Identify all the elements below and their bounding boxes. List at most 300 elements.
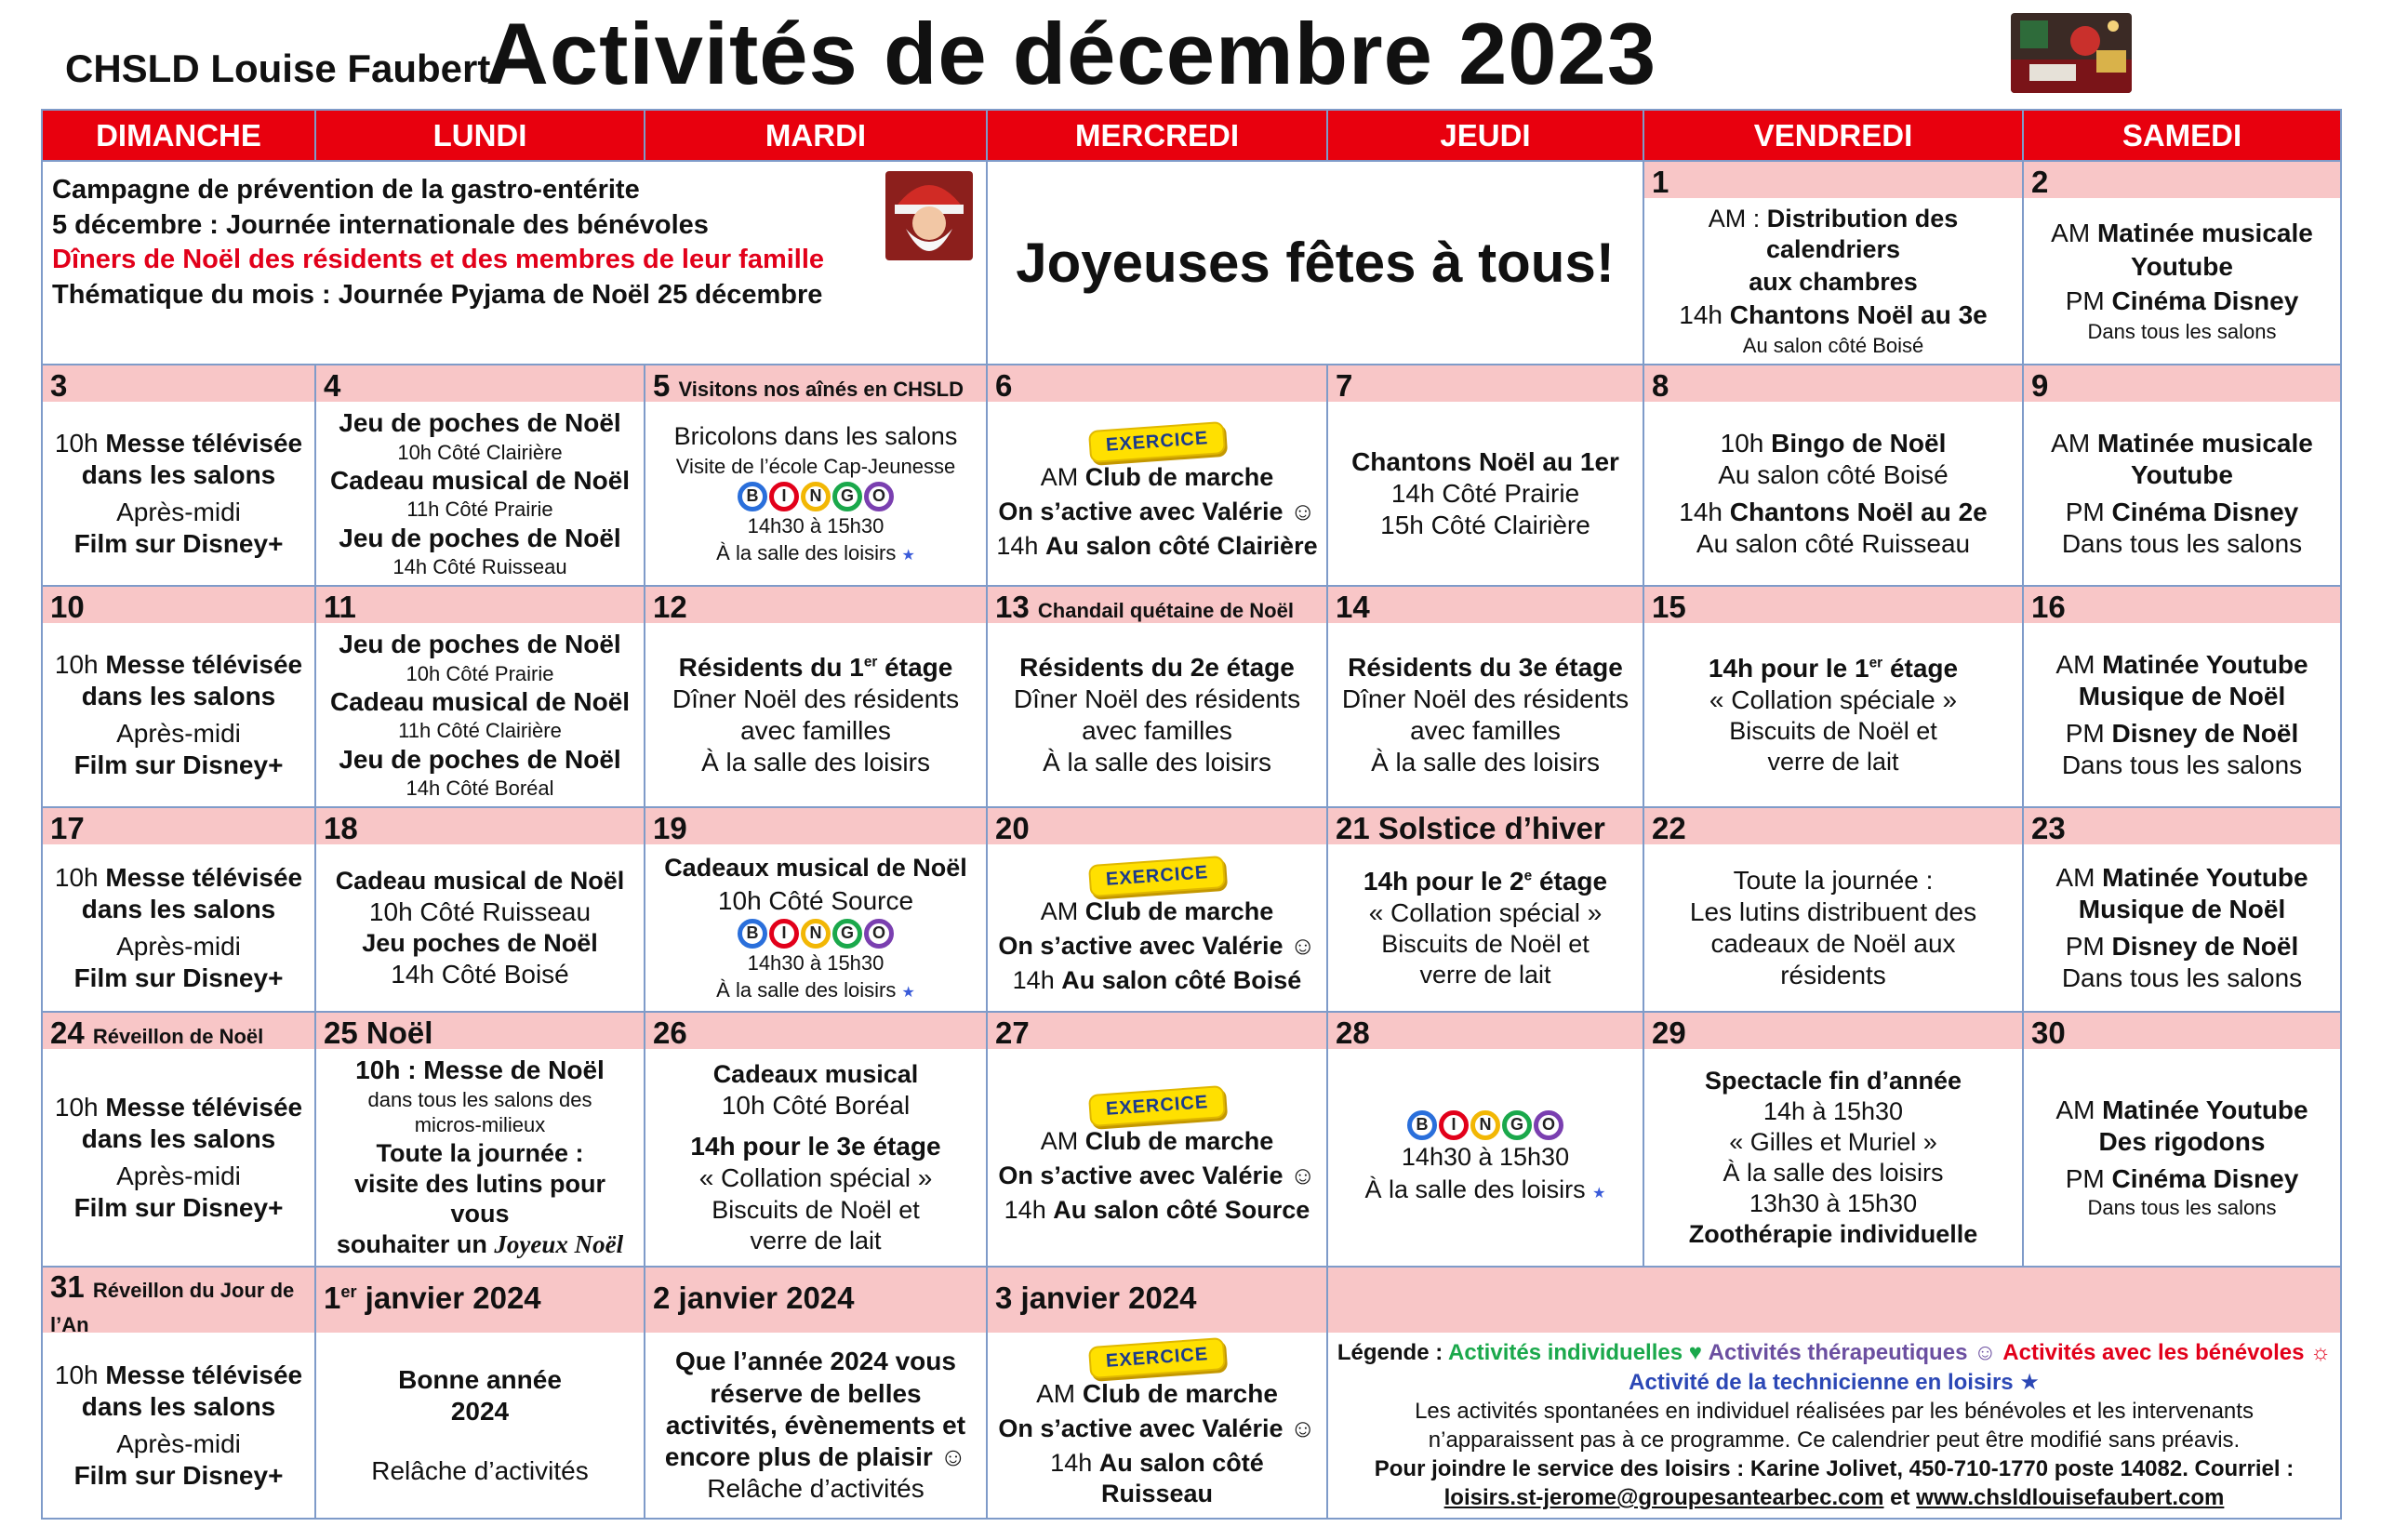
activity-detail: avec familles — [1410, 715, 1561, 745]
activity-title: Bonne année — [398, 1364, 562, 1394]
activity-detail: « Collation spécial » — [1368, 897, 1603, 927]
activity-time: 14h à 15h30 — [1762, 1096, 1904, 1125]
activity-location: À la salle des loisirs — [716, 541, 897, 565]
activity-location: dans les salons — [81, 1391, 276, 1421]
activity-time: Après-midi — [116, 1161, 241, 1190]
activity-title: Film sur Disney+ — [73, 750, 284, 780]
activity-title: Messe télévisée — [105, 428, 303, 458]
activity-title: 14h pour le 1 — [1708, 653, 1869, 683]
activity-title: Jeu poches de Noël — [362, 928, 598, 957]
intro-line-3: Dîners de Noël des résidents et des membres de leur famille — [52, 245, 825, 275]
day1-activity-1: Distribution des calendriers — [1765, 205, 1959, 263]
day-number: 6 — [988, 365, 1326, 402]
week-row-5 — [42, 1012, 2341, 1267]
activity-time: 14h — [406, 776, 441, 800]
bingo-ball-b: B — [1407, 1110, 1437, 1140]
greeting-text: Joyeuses fêtes à tous! — [1016, 232, 1615, 295]
day-number: 21 Solstice d’hiver — [1328, 808, 1643, 844]
am-label: AM — [2051, 219, 2091, 248]
day-cell-2 — [2023, 161, 2341, 365]
activity-title: Club de marche — [1084, 463, 1274, 492]
greeting-cell — [987, 161, 1643, 365]
activity-title-sup: e — [1523, 868, 1533, 884]
activity-detail: verre de lait — [1767, 748, 1899, 777]
activity-title: Spectacle fin d’année — [1704, 1067, 1962, 1095]
week-row-4 — [42, 807, 2341, 1012]
day-cell-20 — [987, 807, 1327, 1012]
day-number: 9 — [2024, 365, 2340, 402]
day-cell-31 — [42, 1267, 315, 1519]
activity-time: 10h — [397, 440, 432, 464]
activity-location: Côté Boréal — [772, 1091, 911, 1121]
day-number: 1 — [324, 1281, 341, 1316]
day-cell-6 — [987, 365, 1327, 586]
activity-time: 10h — [54, 428, 99, 458]
activity-location: Côté Clairière — [1430, 511, 1590, 540]
activity-detail: Dîner Noël des résidents — [1013, 684, 1301, 713]
activity-detail: Biscuits de Noël et — [1381, 930, 1590, 959]
day-number: 13 — [995, 590, 1030, 624]
am-label: AM — [1040, 1126, 1079, 1155]
weekday-monday: LUNDI — [315, 110, 645, 161]
day-number: 10 — [43, 587, 314, 623]
activity-time: 10h — [721, 1091, 765, 1121]
activity-title: 14h pour le 3e étage — [690, 1132, 941, 1162]
star-icon: ★ — [901, 985, 915, 1002]
activity-time: 11h — [406, 498, 440, 522]
activity-title-sup: er — [863, 654, 878, 670]
week-row-2 — [42, 365, 2341, 586]
activity-time: 13h30 à 15h30 — [1749, 1188, 1918, 1217]
activity-location: dans tous les salons des — [367, 1087, 592, 1111]
week-row-1 — [42, 161, 2341, 365]
activity-location: Dans tous les salons — [2087, 1196, 2277, 1220]
activity-title: Film sur Disney+ — [73, 1461, 284, 1491]
activity-detail: Les lutins distribuent des — [1689, 896, 1977, 926]
activity-location-prefix: Au — [1061, 965, 1096, 994]
day-cell-8 — [1643, 365, 2023, 586]
day-cell-12 — [645, 586, 987, 807]
activity-title: Cinéma Disney — [2111, 1164, 2299, 1194]
day-cell-5 — [645, 365, 987, 586]
am-label: AM — [1040, 897, 1079, 925]
day-label: Réveillon de Noël — [92, 1025, 264, 1049]
day-number: 24 — [50, 1016, 85, 1050]
activity-title: Résidents du 3e étage — [1348, 652, 1623, 682]
activity-title: Messe télévisée — [105, 1360, 303, 1389]
activity-detail: Dîner Noël des résidents — [672, 684, 960, 713]
activity-time: 10h — [717, 885, 762, 915]
weekday-tuesday: MARDI — [645, 110, 987, 161]
activity-location: Côté Ruisseau — [432, 554, 567, 578]
legend-note: Les activités spontanées en individuel réalisées par les bénévoles et les intervenants — [1415, 1398, 2254, 1424]
page-header — [0, 0, 2381, 109]
activity-location: micros-milieux — [414, 1113, 546, 1137]
legend-therapeutic: Activités thérapeutiques ☺ — [1708, 1340, 1997, 1366]
activity-title: Cadeau musical de Noël — [329, 687, 631, 717]
activity-time: 11h — [398, 719, 432, 743]
activity-location: À la salle des loisirs — [1364, 1175, 1586, 1203]
activity-title: Cinéma Disney — [2111, 497, 2299, 526]
day-cell-18 — [315, 807, 645, 1012]
activity-time: 10h — [1720, 428, 1764, 458]
activity-location: salon côté Boisé — [1101, 965, 1302, 994]
activity-location: Au salon côté Boisé — [1718, 459, 1949, 489]
day-number: 7 — [1328, 365, 1643, 402]
activity-title: Messe télévisée — [105, 1092, 303, 1122]
am-label: AM — [2055, 649, 2095, 679]
activity-subtitle: Youtube — [2131, 459, 2233, 489]
activity-subtitle: Musique de Noël — [2078, 681, 2286, 710]
activity-title: Visite de l’école Cap-Jeunesse — [675, 455, 956, 479]
activity-time: 15h — [1380, 511, 1424, 540]
activity-time: 14h — [1390, 478, 1435, 508]
activity-title: Chantons Noël au 2e — [1729, 497, 1988, 526]
bingo-ball-g: G — [832, 482, 862, 511]
email-link[interactable]: loisirs.st-jerome@groupesantearbec.com — [1443, 1485, 1884, 1511]
day-cell-19 — [645, 807, 987, 1012]
week-row-6 — [42, 1267, 2341, 1519]
day-number: 25 Noël — [316, 1013, 644, 1049]
weekday-thursday: JEUDI — [1327, 110, 1643, 161]
day-number: 4 — [316, 365, 644, 402]
activity-detail: Relâche d’activités — [371, 1455, 589, 1485]
bingo-ball-i: I — [769, 919, 799, 949]
activity-title: Cinéma Disney — [2111, 285, 2299, 315]
activity-location-prefix: Au — [1053, 1195, 1087, 1224]
intro-line-4: Thématique du mois : Journée Pyjama de Noël 25 décembre — [52, 280, 823, 311]
activity-title: Film sur Disney+ — [73, 529, 284, 559]
day1-am-label: AM : — [1708, 205, 1767, 232]
activity-title: Jeu de poches de Noël — [339, 408, 621, 438]
day-number: 15 — [1644, 587, 2022, 623]
activity-time: Après-midi — [116, 718, 241, 748]
bingo-ball-b: B — [738, 919, 767, 949]
day-number: 17 — [43, 808, 314, 844]
activity-location: Dans tous les salons — [2061, 750, 2303, 780]
pm-label: PM — [2065, 718, 2105, 748]
activity-subtitle: Des rigodons — [2098, 1127, 2266, 1157]
activity-time: 14h30 à 15h30 — [747, 513, 885, 538]
bingo-ball-n: N — [801, 482, 831, 511]
activity-location: Côté Source — [768, 885, 914, 915]
day-number: 27 — [988, 1013, 1326, 1049]
activity-title: Matinée Youtube — [2102, 862, 2308, 892]
bingo-logo — [738, 482, 894, 511]
day-number: 5 — [653, 368, 671, 403]
day-cell-24 — [42, 1012, 315, 1267]
day-cell-28 — [1327, 1012, 1643, 1267]
activity-title: 14h pour le 2 — [1363, 866, 1524, 896]
activity-title: Matinée Youtube — [2102, 649, 2308, 679]
activity-detail: Relâche d’activités — [707, 1474, 924, 1504]
am-label: AM — [2055, 1095, 2095, 1124]
activity-title: 10h : Messe de Noël — [355, 1055, 605, 1085]
day-cell-11 — [315, 586, 645, 807]
activity-title-sup: er — [1869, 655, 1883, 671]
activity-location: Côté Boisé — [441, 959, 569, 989]
bingo-ball-n: N — [801, 919, 831, 949]
activity-location: Dans tous les salons — [2061, 529, 2303, 559]
activity-title: Disney de Noël — [2111, 718, 2299, 748]
activity-detail: « Collation spécial » — [698, 1163, 933, 1193]
intro-cell — [42, 161, 987, 365]
day-cell-22 — [1643, 807, 2023, 1012]
activity-time: 14h — [1050, 1448, 1093, 1477]
day-cell-27 — [987, 1012, 1327, 1267]
activity-time: Après-midi — [116, 497, 241, 526]
day-cell-jan2 — [645, 1267, 987, 1519]
message-line: encore plus de plaisir ☺ — [664, 1441, 967, 1471]
day-cell-25 — [315, 1012, 645, 1267]
christmas-photo — [2011, 13, 2132, 93]
day-number: 20 — [988, 808, 1326, 844]
legend-technician: Activité de la technicienne en loisirs ★ — [1629, 1369, 2040, 1395]
activity-time: 10h — [54, 862, 99, 892]
pm-label: PM — [2065, 497, 2105, 526]
activity-detail: « Gilles et Muriel » — [1729, 1127, 1937, 1156]
intro-line-2: 5 décembre : Journée internationale des bénévoles — [52, 209, 709, 240]
pm-label: PM — [2065, 931, 2105, 961]
activity-location: salon côté Clairière — [1085, 531, 1318, 560]
am-label: AM — [2055, 862, 2095, 892]
activity-location: Côté Boréal — [446, 776, 554, 800]
activity-location: Côté Prairie — [446, 661, 554, 685]
am-label: AM — [2051, 428, 2091, 458]
contact-info: Pour joindre le service des loisirs : Karine Jolivet, 450-710-1770 poste 14082. Courriel : — [1374, 1456, 2295, 1482]
activity-location: dans les salons — [81, 1123, 276, 1153]
day-cell-21 — [1327, 807, 1643, 1012]
activity-detail: Toute la journée : — [1733, 865, 1934, 895]
bingo-ball-n: N — [1470, 1110, 1500, 1140]
day-cell-17 — [42, 807, 315, 1012]
activity-detail: visite des lutins pour vous — [353, 1169, 606, 1228]
calendar-grid — [41, 109, 2342, 1520]
exercise-badge: EXERCICE — [1088, 1085, 1226, 1127]
weekday-friday: VENDREDI — [1643, 110, 2023, 161]
activity-time: 14h30 à 15h30 — [1401, 1142, 1570, 1171]
activity-title: Résidents du 2e étage — [1019, 652, 1295, 682]
day-number: 18 — [316, 808, 644, 844]
activity-location: Côté Ruisseau — [419, 896, 592, 926]
activity-location: Dans tous les salons — [2061, 963, 2303, 993]
bingo-ball-g: G — [1502, 1110, 1532, 1140]
day-number: 16 — [2024, 587, 2340, 623]
activity-title-end: étage — [1882, 653, 1959, 683]
weekday-sunday: DIMANCHE — [42, 110, 315, 161]
activity-title: Cadeau musical de Noël — [335, 866, 625, 895]
day-number: 8 — [1644, 365, 2022, 402]
activity-location: À la salle des loisirs — [1371, 748, 1600, 777]
legend-volunteers: Activités avec les bénévoles ☼ — [2002, 1340, 2332, 1366]
activity-title: On s’active avec Valérie ☺ — [998, 497, 1316, 525]
activity-time: 14h — [996, 531, 1039, 560]
day-number: 19 — [645, 808, 986, 844]
activity-location: Au salon côté Ruisseau — [1696, 529, 1971, 559]
activity-time: 10h — [406, 661, 441, 685]
activity-location: Côté Prairie — [1442, 478, 1580, 508]
activity-detail: résidents — [1780, 961, 1886, 990]
day-number: 14 — [1328, 587, 1643, 623]
website-link[interactable]: www.chsldlouisefaubert.com — [1916, 1485, 2225, 1511]
day-cell-13 — [987, 586, 1327, 807]
activity-detail: Biscuits de Noël et — [1729, 717, 1937, 746]
day-cell-3 — [42, 365, 315, 586]
activity-time: Après-midi — [116, 1428, 241, 1458]
day-number: 23 — [2024, 808, 2340, 844]
day-cell-15 — [1643, 586, 2023, 807]
day-label: Chandail quétaine de Noël — [1037, 599, 1294, 623]
activity-location: À la salle des loisirs — [716, 978, 897, 1002]
activity-time: 14h — [392, 554, 428, 578]
activity-title: Club de marche — [1082, 1378, 1278, 1408]
activity-detail: Dîner Noël des résidents — [1341, 684, 1629, 713]
bingo-ball-o: O — [864, 482, 894, 511]
organization-name: CHSLD Louise Faubert — [65, 46, 491, 90]
activity-title: Film sur Disney+ — [73, 963, 284, 993]
star-icon: ★ — [1592, 1185, 1606, 1201]
activity-title: Jeu de poches de Noël — [339, 523, 621, 552]
activity-title: Matinée Youtube — [2102, 1095, 2308, 1124]
activity-title: Messe télévisée — [105, 862, 303, 892]
activity-title: Toute la journée : — [376, 1138, 584, 1167]
activity-detail: verre de lait — [750, 1226, 882, 1255]
am-label: AM — [1036, 1378, 1076, 1408]
pm-label: PM — [2065, 285, 2105, 315]
activity-detail: « Collation spéciale » — [1709, 684, 1958, 714]
day-cell-29 — [1643, 1012, 2023, 1267]
day-label: Réveillon du Jour de l’An — [50, 1279, 295, 1334]
day1-activity-2: Chantons Noël au 3e — [1729, 299, 1988, 329]
activity-location: dans les salons — [81, 681, 276, 710]
day-number: 2 — [2024, 162, 2340, 198]
message-line: réserve de belles — [710, 1378, 922, 1408]
bingo-ball-o: O — [1534, 1110, 1563, 1140]
activity-time: 14h — [391, 959, 434, 989]
activity-time: 14h — [1012, 965, 1055, 994]
weekday-wednesday: MERCREDI — [987, 110, 1327, 161]
activity-location: Dans tous les salons — [2087, 319, 2277, 343]
activity-title: Cadeau musical de Noël — [329, 466, 631, 496]
bingo-logo — [1407, 1110, 1563, 1140]
bingo-ball-g: G — [832, 919, 862, 949]
activity-title-end: étage — [877, 652, 953, 682]
activity-location: À la salle des loisirs — [1043, 748, 1271, 777]
activity-title: Messe télévisée — [105, 649, 303, 679]
day-number: 30 — [2024, 1013, 2340, 1049]
day-number: 11 — [316, 587, 644, 623]
day-cell-10 — [42, 586, 315, 807]
exercise-badge: EXERCICE — [1088, 856, 1226, 897]
activity-time: 14h — [1679, 497, 1723, 526]
activity-title-end: étage — [1532, 866, 1608, 896]
exercise-badge: EXERCICE — [1088, 1337, 1226, 1379]
activity-location: dans les salons — [81, 459, 276, 489]
day-number: 3 — [43, 365, 314, 402]
legend-and: et — [1883, 1485, 1917, 1511]
day-cell-jan1 — [315, 1267, 645, 1519]
activity-title: Matinée musicale — [2096, 219, 2313, 248]
day-number: 22 — [1644, 808, 2022, 844]
day-number: 28 — [1328, 1013, 1643, 1049]
day-number: 1 — [1644, 162, 2022, 198]
activity-location-prefix: Au — [1098, 1448, 1133, 1477]
activity-time: 10h — [54, 1360, 99, 1389]
day-cell-4 — [315, 365, 645, 586]
activity-time: 10h — [54, 1092, 99, 1122]
activity-time: Après-midi — [116, 931, 241, 961]
day-number-sup: er — [340, 1282, 357, 1302]
week-row-3 — [42, 586, 2341, 807]
day-cell-7 — [1327, 365, 1643, 586]
bingo-ball-b: B — [738, 482, 767, 511]
activity-location: À la salle des loisirs — [1723, 1158, 1944, 1187]
weekday-header-row — [42, 110, 2341, 161]
activity-title: Cadeaux musical de Noël — [664, 853, 967, 882]
message-line: Que l’année 2024 vous — [675, 1347, 956, 1376]
day-number: 29 — [1644, 1013, 2022, 1049]
day-cell-30 — [2023, 1012, 2341, 1267]
day-cell-1 — [1643, 161, 2023, 365]
activity-title: Bricolons dans les salons — [673, 422, 958, 451]
activity-location-prefix: Au — [1044, 531, 1079, 560]
activity-location: À la salle des loisirs — [701, 748, 930, 777]
star-icon: ★ — [901, 548, 915, 564]
legend-individual: Activités individuelles ♥ — [1448, 1340, 1702, 1366]
activity-title: On s’active avec Valérie ☺ — [998, 931, 1316, 960]
activity-detail: avec familles — [740, 715, 891, 745]
day-number: 31 — [50, 1269, 85, 1305]
page-title: Activités de décembre 2023 — [486, 5, 1657, 102]
activity-title: Zoothérapie individuelle — [1688, 1219, 1978, 1248]
activity-title: Club de marche — [1084, 1126, 1274, 1155]
activity-time: 10h — [368, 896, 413, 926]
day-cell-jan3 — [987, 1267, 1327, 1519]
activity-subtitle: Youtube — [2131, 252, 2233, 282]
day-number: 3 janvier 2024 — [988, 1268, 1326, 1333]
activity-time: 14h — [1004, 1195, 1046, 1224]
day-cell-26 — [645, 1012, 987, 1267]
exercise-badge: EXERCICE — [1088, 421, 1226, 463]
bingo-ball-i: I — [769, 482, 799, 511]
activity-detail: souhaiter un — [336, 1230, 495, 1259]
activity-subtitle: Musique de Noël — [2078, 894, 2286, 923]
santa-photo — [885, 171, 973, 260]
activity-detail: Biscuits de Noël et — [712, 1195, 920, 1224]
activity-title: Résidents du 1 — [678, 652, 864, 682]
activity-title: On s’active avec Valérie ☺ — [998, 1161, 1316, 1189]
day-cell-14 — [1327, 586, 1643, 807]
legend-cell — [1327, 1267, 2341, 1519]
activity-detail: avec familles — [1082, 715, 1232, 745]
activity-title: On s’active avec Valérie ☺ — [998, 1414, 1316, 1443]
day-label: Visitons nos aînés en CHSLD — [678, 378, 964, 402]
day1-location: Au salon côté Boisé — [1742, 333, 1924, 357]
activity-time: 14h30 à 15h30 — [747, 950, 885, 975]
activity-title: Cadeaux musical — [712, 1060, 919, 1089]
activity-title: Matinée musicale — [2096, 428, 2313, 458]
day-number-rest: janvier 2024 — [356, 1281, 541, 1316]
day-cell-16 — [2023, 586, 2341, 807]
activity-title: Disney de Noël — [2111, 931, 2299, 961]
pm-label: PM — [2065, 1164, 2105, 1194]
day-number: 12 — [645, 587, 986, 623]
activity-time: 10h — [54, 649, 99, 679]
bingo-ball-i: I — [1439, 1110, 1469, 1140]
activity-location: Côté Prairie — [445, 498, 553, 522]
am-label: AM — [1040, 463, 1079, 492]
activity-location: Côté Clairière — [437, 440, 563, 464]
